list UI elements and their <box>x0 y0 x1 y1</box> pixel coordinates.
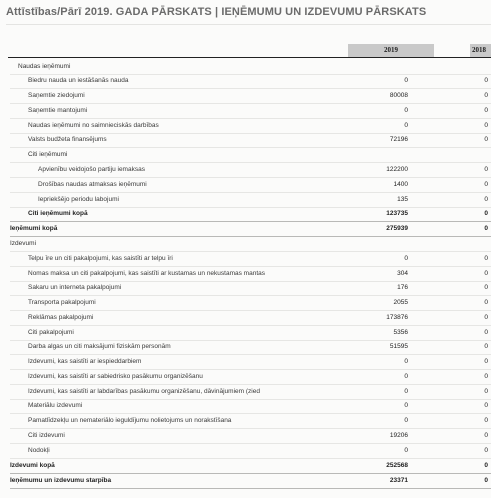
row-label: Nomas maksa un citi pakalpojumi, kas saistīti ar kustamas un nekustamas mantas <box>28 270 265 277</box>
value-2018: 0 <box>484 225 488 232</box>
row-label: Citi ieņēmumi kopā <box>28 210 88 217</box>
value-2018: 0 <box>484 447 488 454</box>
value-2018: 0 <box>484 358 488 365</box>
row-label: Izdevumi, kas saistīti ar sabiedrisko pasākumu organizēšanu <box>28 373 203 380</box>
table-row <box>10 444 491 459</box>
value-2018: 0 <box>484 373 488 380</box>
value-2018: 0 <box>484 402 488 409</box>
value-2019: 2055 <box>393 299 408 306</box>
value-2018: 0 <box>484 314 488 321</box>
value-2018: 0 <box>484 299 488 306</box>
row-label: Materiālu izdevumi <box>28 402 83 409</box>
value-2018: 0 <box>484 270 488 277</box>
table-row <box>10 193 491 208</box>
value-2018: 0 <box>484 92 488 99</box>
value-2019: 5356 <box>393 329 408 336</box>
table-row <box>10 222 491 237</box>
row-label: Biedru nauda un iestāšanās nauda <box>28 77 129 84</box>
row-label: Ieņēmumi kopā <box>10 225 58 232</box>
value-2018: 0 <box>484 255 488 262</box>
value-2019: 0 <box>404 373 408 380</box>
row-label: Nodokļi <box>28 447 50 454</box>
value-2018: 0 <box>484 477 488 484</box>
row-label: Naudas ieņēmumi <box>18 63 71 70</box>
table-row <box>10 119 491 134</box>
table-row <box>10 281 491 296</box>
table-row <box>10 326 491 341</box>
table-row <box>10 74 491 89</box>
value-2019: 19206 <box>389 432 408 439</box>
table-row <box>10 311 491 326</box>
row-label: Sakaru un interneta pakalpojumi <box>28 284 122 291</box>
value-2018: 0 <box>484 343 488 350</box>
value-2019: 122200 <box>386 166 408 173</box>
row-label: Saņemtie ziedojumi <box>28 92 85 99</box>
row-label: Valsts budžeta finansējums <box>28 136 107 143</box>
value-2018: 0 <box>484 284 488 291</box>
title-divider <box>6 24 491 25</box>
row-label: Apvienību veidojošo partiju iemaksas <box>38 166 145 173</box>
value-2019: 0 <box>404 388 408 395</box>
value-2019: 176 <box>397 284 408 291</box>
row-label: Transporta pakalpojumi <box>28 299 96 306</box>
table-row <box>10 267 491 282</box>
value-2019: 0 <box>404 358 408 365</box>
row-label: Naudas ieņēmumi no saimnieciskās darbības <box>28 122 159 129</box>
value-2018: 0 <box>484 432 488 439</box>
value-2019: 0 <box>404 77 408 84</box>
value-2018: 0 <box>484 77 488 84</box>
row-label: Izdevumi, kas saistīti ar iespieddarbiem <box>28 358 142 365</box>
value-2019: 72196 <box>389 136 408 143</box>
row-label: Drošības naudas atmaksas ieņēmumi <box>38 181 147 188</box>
row-label: Reklāmas pakalpojumi <box>28 314 94 321</box>
row-label: Izdevumi <box>10 240 37 247</box>
value-2019: 252568 <box>386 462 408 469</box>
row-label: Izdevumi, kas saistīti ar labdarības pasākumu organizēšanu, dāvinājumiem (zied <box>28 388 260 395</box>
value-2018: 0 <box>484 462 488 469</box>
table-row <box>10 207 491 222</box>
table-row <box>10 414 491 429</box>
value-2019: 0 <box>404 417 408 424</box>
column-header-2018: 2018 <box>470 44 491 57</box>
value-2018: 0 <box>484 166 488 173</box>
table-row <box>10 133 491 148</box>
row-label: Pamatlīdzekļu un nemateriālo ieguldījumu nolietojums un norakstīšana <box>28 417 232 424</box>
table-row <box>10 340 491 355</box>
value-2019: 0 <box>404 255 408 262</box>
value-2018: 0 <box>484 417 488 424</box>
value-2019: 1400 <box>393 181 408 188</box>
value-2018: 0 <box>484 329 488 336</box>
value-2018: 0 <box>484 196 488 203</box>
row-label: Citi izdevumi <box>28 432 65 439</box>
row-label: Ieņēmumu un izdevumu starpība <box>10 477 112 484</box>
value-2019: 80008 <box>389 92 408 99</box>
row-label: Citi pakalpojumi <box>28 329 74 336</box>
value-2018: 0 <box>484 388 488 395</box>
value-2018: 0 <box>484 181 488 188</box>
value-2019: 0 <box>404 447 408 454</box>
table-row <box>10 60 491 75</box>
table-row <box>10 163 491 178</box>
value-2019: 51595 <box>389 343 408 350</box>
row-label: Saņemtie mantojumi <box>28 107 88 114</box>
table-row <box>10 459 491 474</box>
value-2019: 23371 <box>389 477 408 484</box>
table-row <box>10 355 491 370</box>
table-row <box>10 296 491 311</box>
table-row <box>10 385 491 400</box>
row-label: Telpu īre un citi pakalpojumi, kas saistīti ar telpu īri <box>28 255 173 262</box>
value-2018: 0 <box>484 122 488 129</box>
value-2019: 275939 <box>386 225 408 232</box>
value-2019: 0 <box>404 402 408 409</box>
column-header-2019: 2019 <box>348 44 434 57</box>
value-2018: 0 <box>484 107 488 114</box>
table-row <box>10 237 491 252</box>
value-2019: 135 <box>397 196 408 203</box>
value-2018: 0 <box>484 136 488 143</box>
value-2019: 0 <box>404 107 408 114</box>
table-row <box>10 178 491 193</box>
row-label: Izdevumi kopā <box>10 462 55 469</box>
value-2019: 304 <box>397 270 408 277</box>
row-label: Iepriekšējo periodu labojumi <box>38 196 119 203</box>
row-label: Darba algas un citi maksājumi fiziskām personām <box>28 343 171 350</box>
table-row <box>10 370 491 385</box>
page-title: Attīstības/Pārī 2019. GADA PĀRSKATS | IEŅĒMUMU UN IZDEVUMU PĀRSKATS <box>6 6 427 18</box>
table-row <box>10 429 491 444</box>
value-2019: 0 <box>404 122 408 129</box>
table-row <box>10 89 491 104</box>
value-2019: 123735 <box>386 210 408 217</box>
table-row <box>10 474 491 489</box>
table-row <box>10 252 491 267</box>
table-row <box>10 104 491 119</box>
table-row <box>10 148 491 163</box>
value-2019: 173876 <box>386 314 408 321</box>
value-2018: 0 <box>484 210 488 217</box>
header-rule <box>8 57 491 58</box>
table-row <box>10 399 491 414</box>
row-label: Citi ieņēmumi <box>28 151 68 158</box>
